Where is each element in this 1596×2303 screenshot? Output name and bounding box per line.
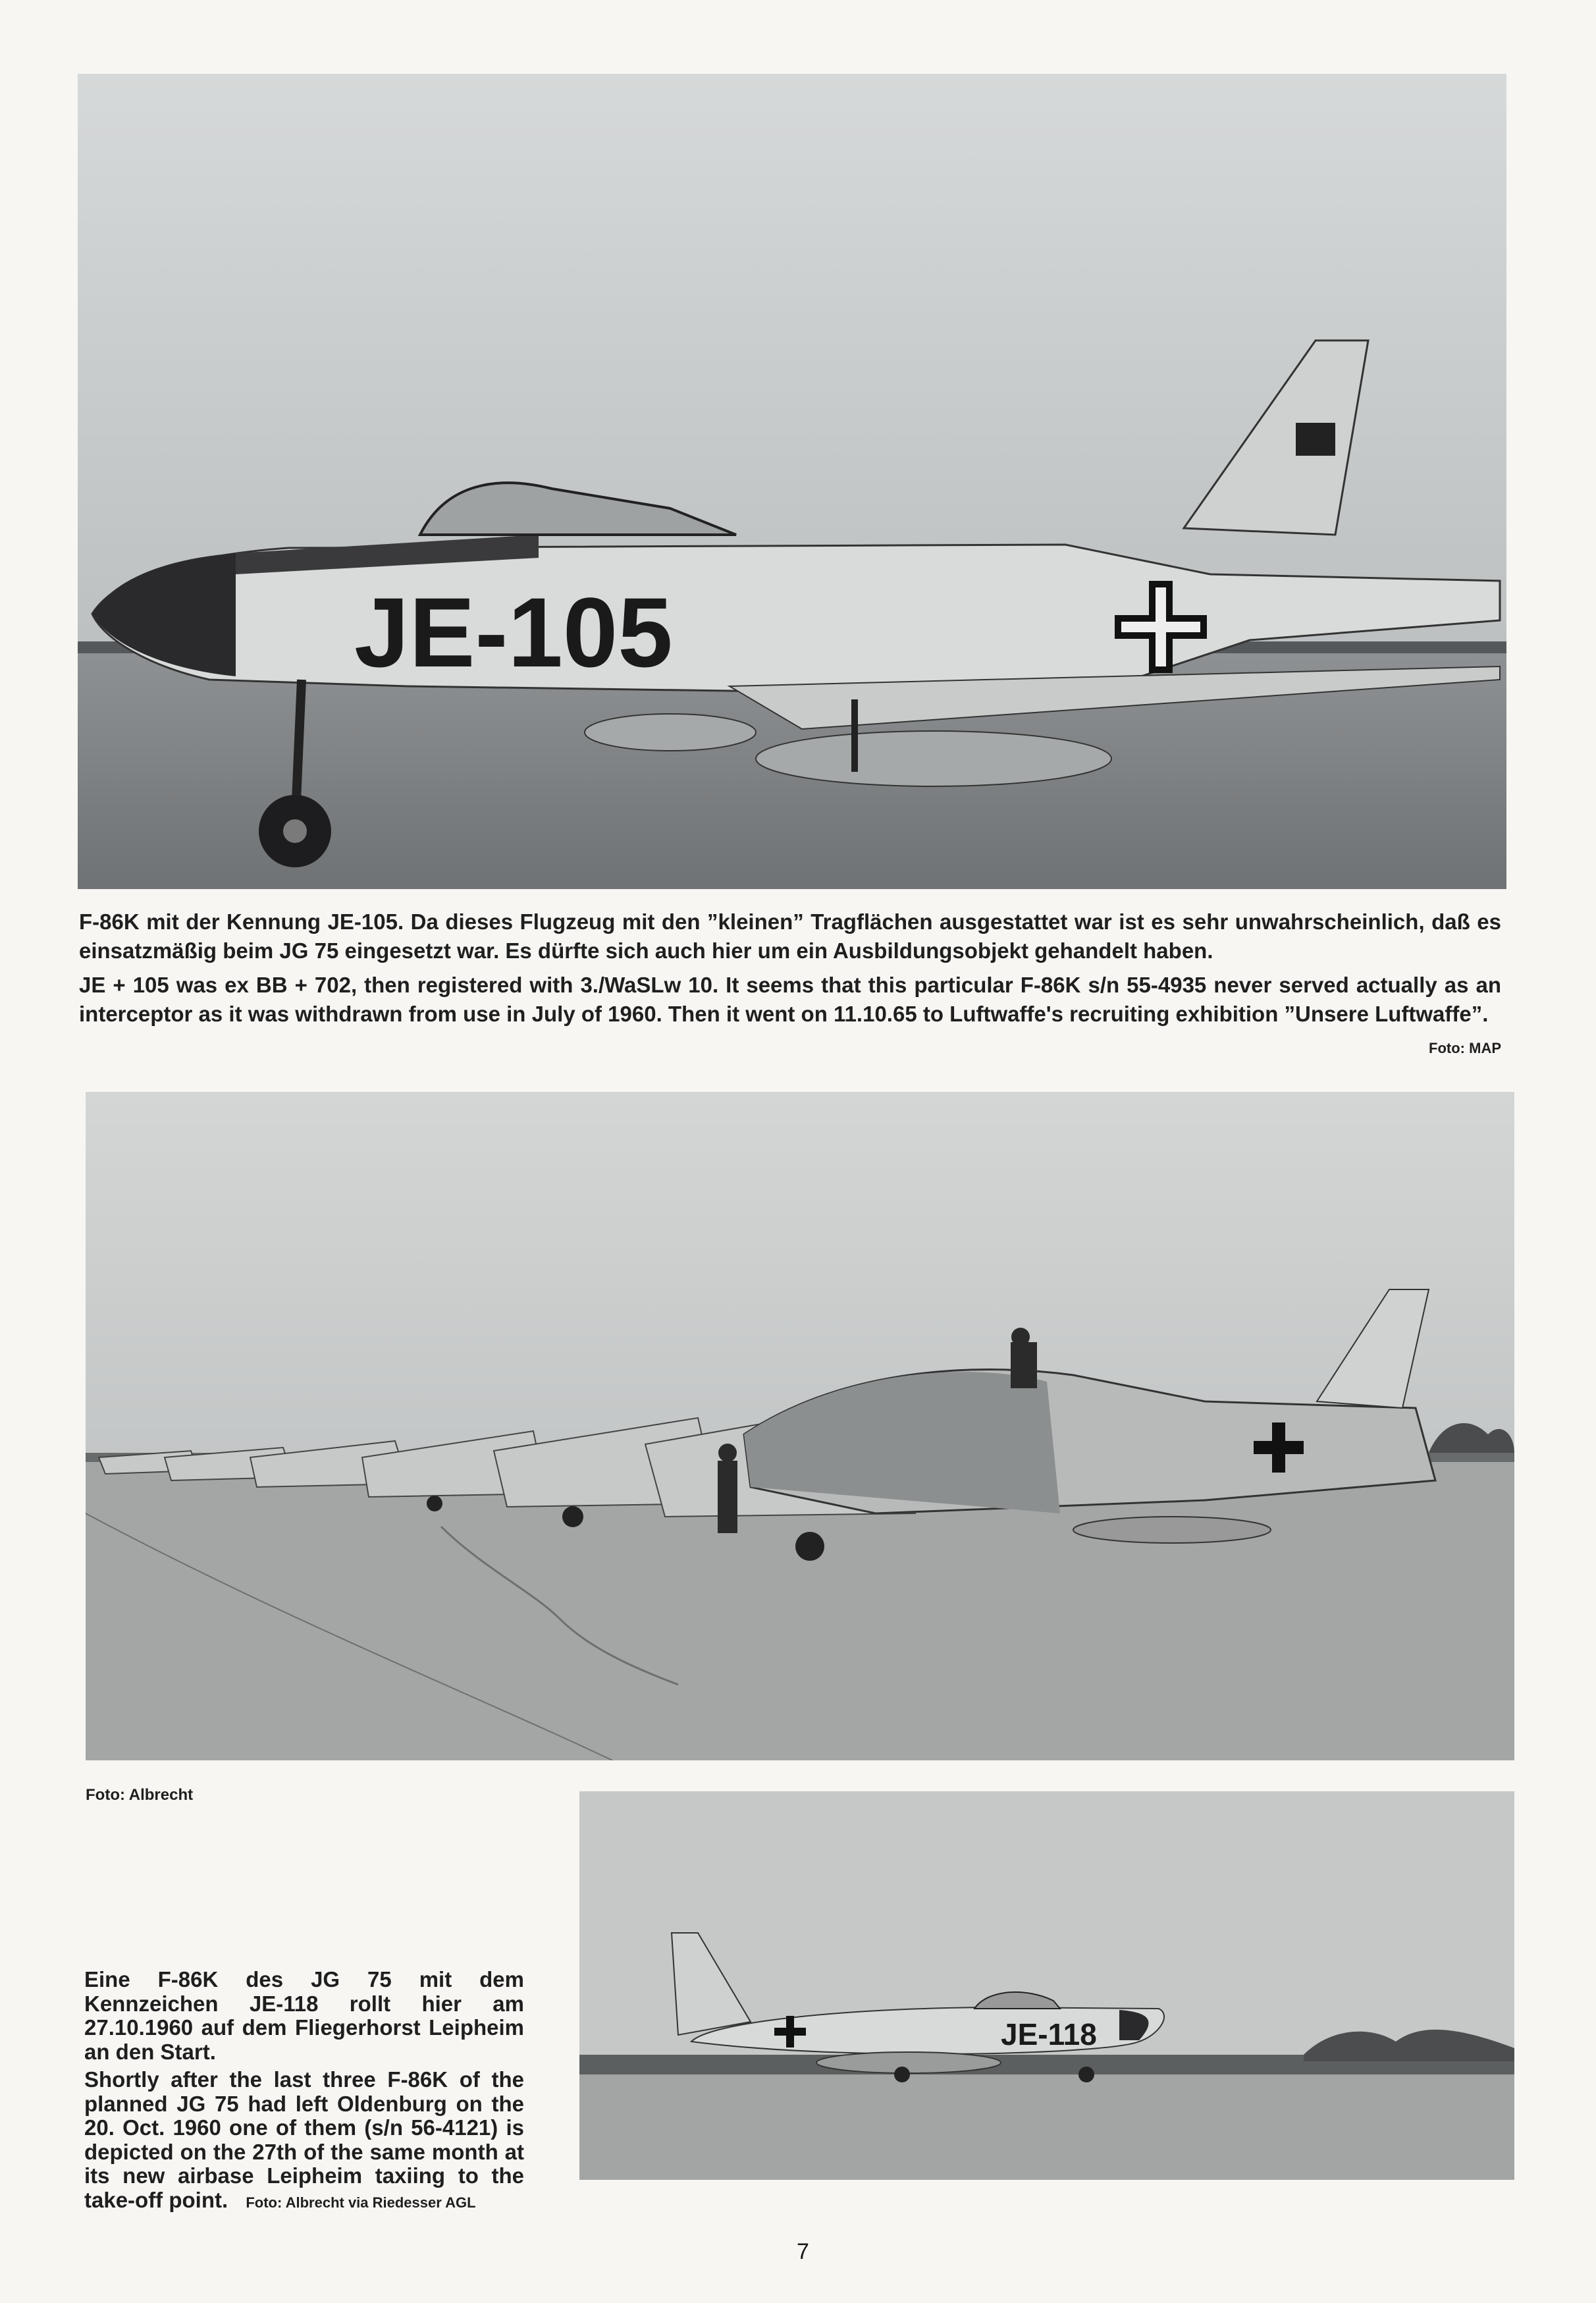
photo-f86k-je105 [78, 74, 1506, 889]
caption-je118-english [84, 2068, 524, 2215]
photo-credit-albrecht-riedesser: Foto: Albrecht via Riedesser AGL [246, 2194, 476, 2211]
caption-je105-english [79, 971, 1501, 1056]
photo-je118-image [579, 1791, 1514, 2180]
aircraft-marking-je105: JE-105 [354, 577, 673, 688]
caption-je118-english-text: Shortly after the last three F-86K of the planned JG 75 had left Oldenburg on the 20. Oct. 1960 one of them (s/n 56-4121) is depicted on the 27th of the same month at its new airbase Leipheim taxiing to the take-off point. [84, 2067, 524, 2212]
photo-credit-map: Foto: MAP [1429, 1040, 1501, 1056]
photo-f86k-je118 [579, 1791, 1514, 2180]
caption-je105-english-text: JE + 105 was ex BB + 702, then registered with 3./WaSLw 10. It seems that this particular F-86K s/n 55-4935 never served actually as an interceptor as it was withdrawn from use in July of 1960. Then it went on 11.10.65 to Luftwaffe's recruiting exhibition ”Unsere Luftwaffe”. [79, 973, 1501, 1026]
photo-lineup-image [86, 1092, 1514, 1760]
photo-je105-image [78, 74, 1506, 889]
caption-je105-german: F-86K mit der Kennung JE-105. Da dieses Flugzeug mit den ”kleinen” Tragflächen ausgestattet war ist es sehr unwahrscheinlich, daß es einsatzmäßig beim JG 75 eingesetzt war. Es dürfte sich auch hier um ein Ausbildungsobjekt gehandelt haben. [79, 909, 1501, 963]
caption-je118-german: Eine F-86K des JG 75 mit dem Kennzeichen JE-118 rollt hier am 27.10.1960 auf dem Fliegerhorst Leipheim an den Start. [84, 1967, 524, 2064]
caption-je105 [79, 908, 1501, 1063]
photo-f86k-lineup [86, 1092, 1514, 1760]
photo-credit-albrecht: Foto: Albrecht [86, 1786, 194, 1804]
caption-je118 [84, 1968, 524, 2219]
page-number: 7 [797, 2239, 809, 2264]
aircraft-marking-je118: JE-118 [1001, 2017, 1097, 2051]
